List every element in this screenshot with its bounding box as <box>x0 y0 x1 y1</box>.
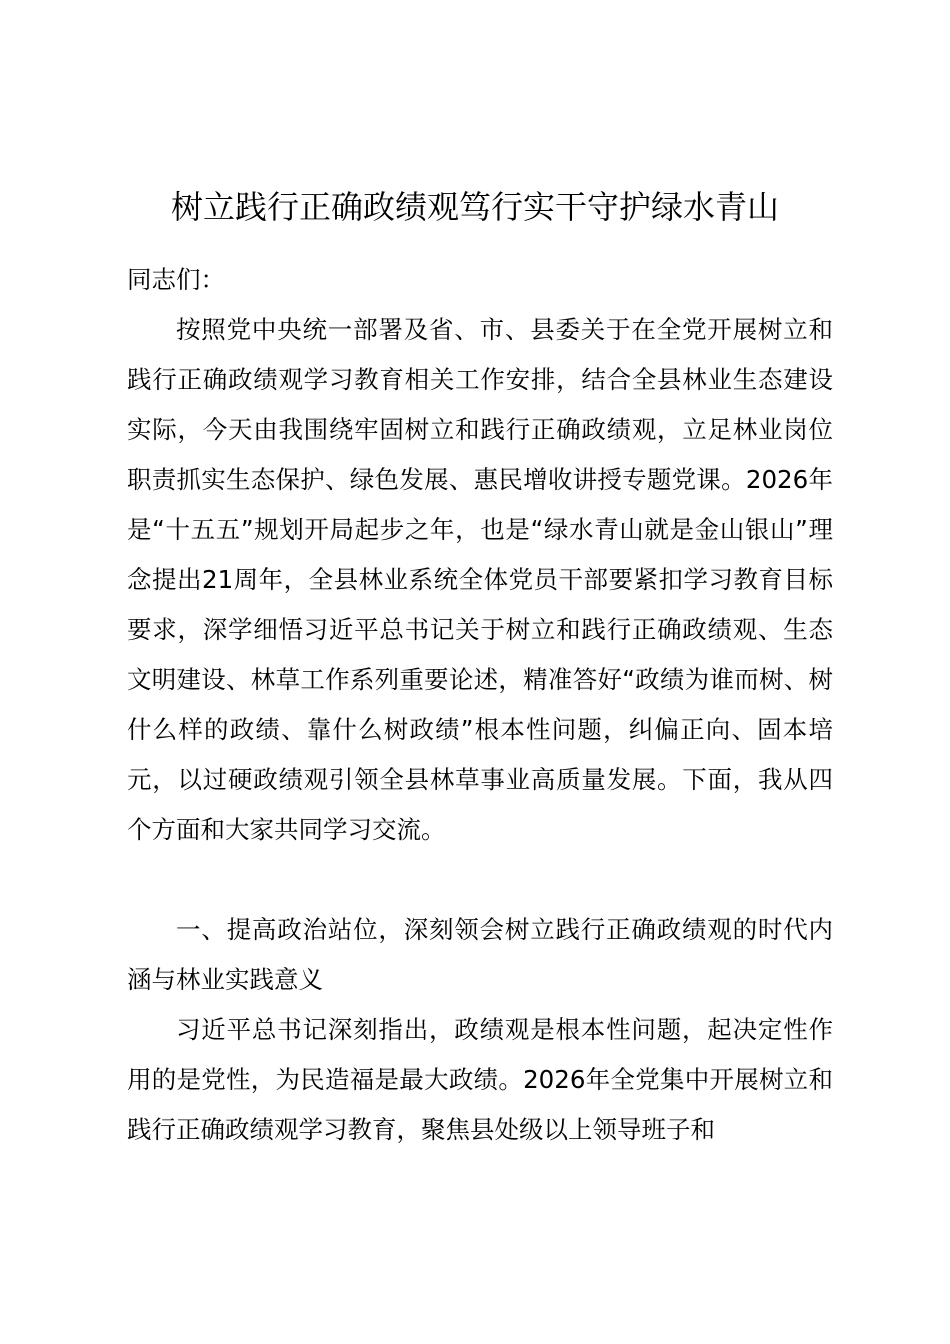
paragraph-section-1: 习近平总书记深刻指出，政绩观是根本性问题，起决定性作用的是党性，为民造福是最大政绩。2026年全党集中开展树立和践行正确政绩观学习教育，聚焦县处级以上领导班子和 <box>127 1015 833 1144</box>
salutation: 同志们： <box>127 265 225 294</box>
section-heading-1: 一、提高政治站位，深刻领会树立践行正确政绩观的时代内涵与林业实践意义 <box>127 915 833 994</box>
document-title: 树立践行正确政绩观笃行实干守护绿水青山 <box>170 188 779 226</box>
paragraph-intro: 按照党中央统一部署及省、市、县委关于在全党开展树立和践行正确政绩观学习教育相关工作安排，结合全县林业生态建设实际，今天由我围绕牢固树立和践行正确政绩观，立足林业岗位职责抓实生态保护、绿色发展、惠民增收讲授专题党课。2026年是“十五五”规划开局起步之年，也是“绿水青山就是金山银山”理念提出21周年，全县林业系统全体党员干部要紧扣学习教育目标要求，深学细悟习近平总书记关于树立和践行正确政绩观、生态文明建设、林草工作系列重要论述，精准答好“政绩为谁而树、树什么样的政绩、靠什么树政绩”根本性问题，纠偏正向、固本培元，以过硬政绩观引领全县林草事业高质量发展。下面，我从四个方面和大家共同学习交流。 <box>127 315 833 844</box>
